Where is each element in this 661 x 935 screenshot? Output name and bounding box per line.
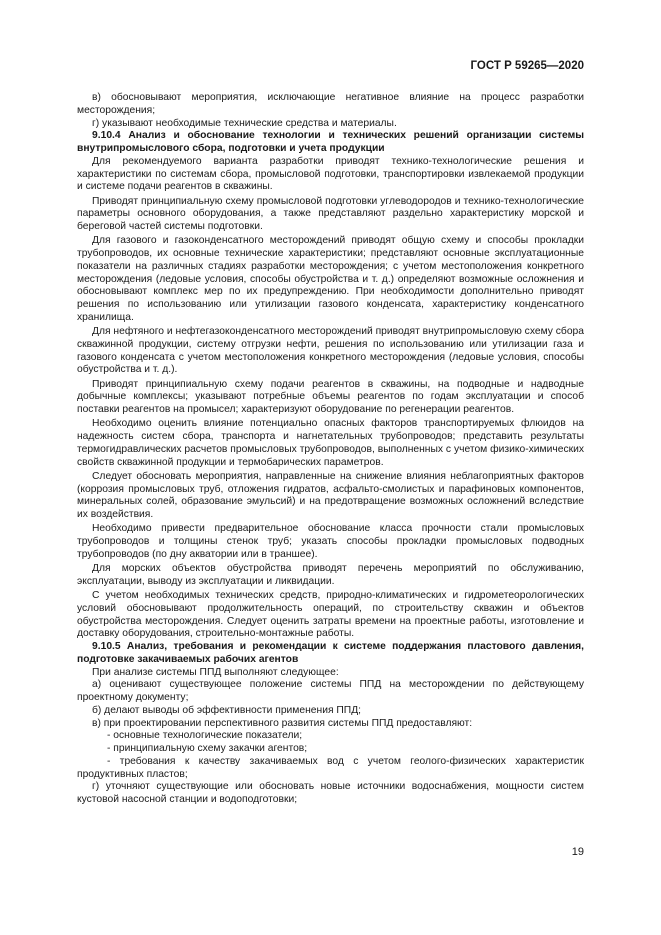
paragraph: Приводят принципиальную схему подачи реагентов в скважины, на подводные и надводные добычные комплексы; указывают потребные объемы реагентов по годам эксплуатации и способ поставки реагентов на промысел; характеризуют оборудование по регенерации реагентов. [77,378,584,415]
paragraph: Следует обосновать мероприятия, направленные на снижение влияния неблагоприятных факторов (коррозия промысловых труб, отложения гидратов, асфальто-смолистых и парафиновых компонентов, минеральных солей, образование эмульсий) и на предотвращение возможных осложнений вследствие их воздействия. [77,470,584,520]
paragraph: Приводят принципиальную схему промысловой подготовки углеводородов и технико-технологические параметры основного оборудования, а также представляют раздельно характеристику морской и береговой частей системы подготовки. [77,195,584,232]
paragraph: Для нефтяного и нефтегазоконденсатного месторождений приводят внутрипромысловую схему сбора скважинной продукции, систему отгрузки нефти, решения по использованию или утилизации газа и газового конденсата с учетом местоположения конкретного месторождения (ледовые условия, способы обустройства и т. д.). [77,326,585,376]
paragraph: С учетом необходимых технических средств, природно-климатических и гидрометеорологических условий обосновывают продолжительность операций, по строительству скважин и объектов обустройства месторождения. Следует оценить затраты времени на проектные работы, изготовление и доставку оборудования, строительно-монтажные работы. [77,590,584,640]
page-number: 19 [571,846,584,858]
paragraph: Для морских объектов обустройства приводят перечень мероприятий по обслуживанию, эксплуатации, выводу из эксплуатации и ликвидации. [77,563,584,587]
paragraph: Необходимо оценить влияние потенциально опасных факторов транспортируемых флюидов на надежность систем сбора, транспорта и нагнетательных трубопроводов; представить результаты термогидравлических расчетов промысловых трубопроводов, выполненных с учетом физико-химических свойств скважинной продукции и термобарических параметров. [77,418,584,468]
paragraph: г) указывают необходимые технические средства и материалы. [92,117,397,129]
section-heading: 9.10.4 Анализ и обоснование технологии и технических решений организации системы внутрипромыслового сбора, подготовки и учета продукции [77,130,584,154]
page-body [77,92,584,807]
section-heading: 9.10.5 Анализ, требования и рекомендации к системе поддержания пластового давления, подготовке закачиваемых рабочих агентов [77,641,584,665]
document-id: ГОСТ Р 59265—2020 [470,60,584,72]
sub-list-item: - требования к качеству закачиваемых вод с учетом геолого-физических характеристик продуктивных пластов; [77,755,584,780]
list-item: г) уточняют существующие или обосновать новые источники водоснабжения, мощности систем кустовой насосной станции и водоподготовки; [77,781,584,805]
list-item: б) делают выводы об эффективности применения ППД; [92,704,362,716]
sub-list-item: - основные технологические показатели; [107,730,303,742]
list-item: в) при проектировании перспективного развития системы ППД предоставляют: [92,717,473,729]
paragraph: Необходимо привести предварительное обоснование класса прочности стали промысловых трубопроводов и толщины стенок труб; указать способы прокладки промысловых подводных трубопроводов (по дну акватории или в траншее). [77,523,584,560]
list-item: а) оценивают существующее положение системы ППД на месторождении по действующему проектному документу; [77,679,584,703]
paragraph: Для рекомендуемого варианта разработки приводят технико-технологические решения и характеристики по системам сбора, промысловой подготовки, транспортировки извлекаемой продукции и системе подачи реагентов в скважины. [77,155,584,193]
paragraph: При анализе системы ППД выполняют следующее: [92,666,339,678]
sub-list-item: - принципиальную схему закачки агентов; [107,743,308,754]
paragraph: в) обосновывают мероприятия, исключающие негативное влияние на процесс разработки месторождения; [77,92,584,116]
paragraph: Для газового и газоконденсатного месторождений приводят общую схему и способы прокладки трубопроводов, их основные технические характеристики; представляют основные эксплуатационные показатели на различных стадиях разработки месторождения; с учетом местоположения конкретного месторождения (ледовые условия, способы обустройства и т. д.) определяют возможные осложнения и обосновывают комплекс мер по их предупреждению. При необходимости дополнительно приводят решения по использованию или утилизации газового конденсата, характеристику конденсатного хранилища. [77,235,584,323]
